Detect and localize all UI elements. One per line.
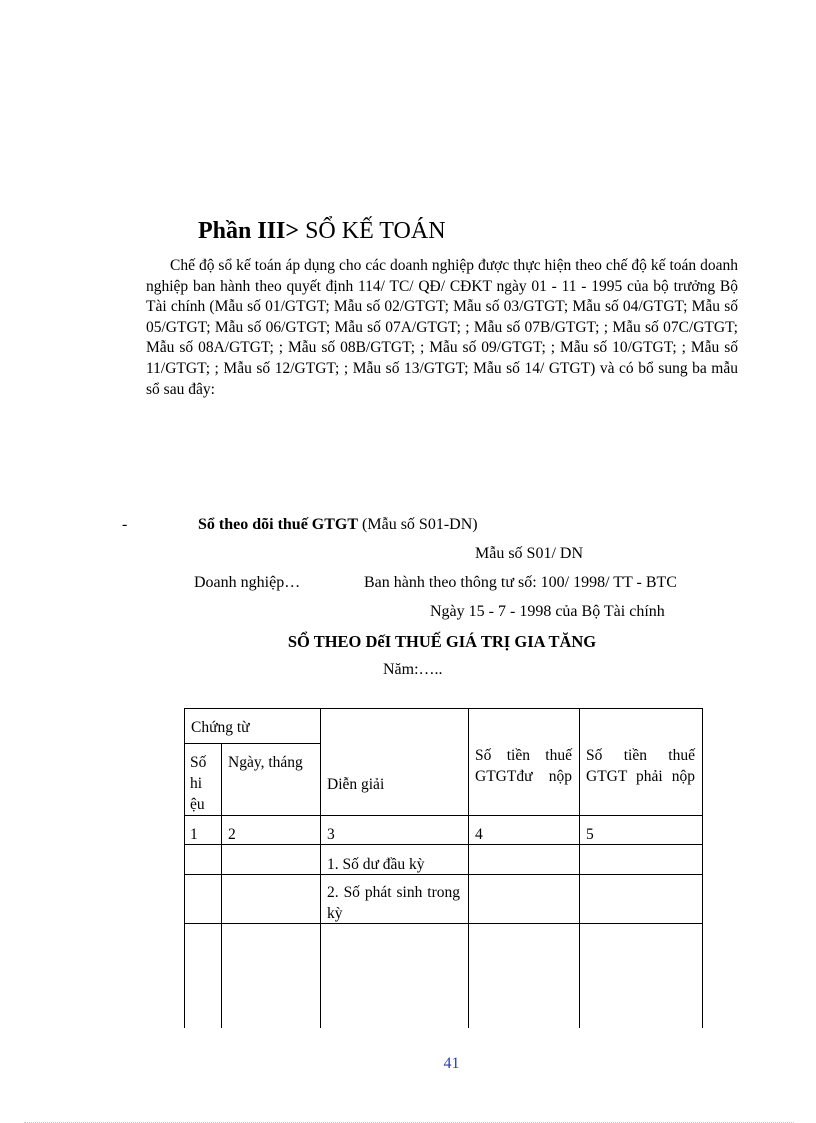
form-number: Mẫu số S01/ DN (475, 545, 584, 562)
col-number-5: 5 (586, 826, 594, 843)
col-number-3: 3 (327, 826, 335, 843)
header-thue-phai-nop: Số tiền thuế GTGT phải nộp (586, 747, 695, 785)
header-chung-tu: Chứng từ (191, 719, 250, 736)
row-opening-balance: 1. Số dư đầu kỳ (327, 856, 425, 873)
header-so-hieu: Số hi ệu (190, 754, 207, 813)
ledger-title: SỔ THEO DếI THUẾ GIÁ TRỊ GIA TĂNG (287, 632, 597, 651)
page-number: 41 (443, 1055, 460, 1072)
intro-paragraph (146, 256, 738, 400)
ledger-year: Năm:….. (383, 661, 443, 678)
part-prefix: Phần III> (198, 218, 300, 244)
header-thue-du-nop: Số tiền thuế GTGTđư nộp (475, 747, 572, 785)
section-heading (198, 516, 478, 534)
col-number-4: 4 (475, 826, 483, 843)
issued-by: Ban hành theo thông tư số: 100/ 1998/ TT - BTC (364, 574, 677, 591)
enterprise-label: Doanh nghiệp… (194, 574, 301, 591)
col-number-2: 2 (228, 826, 236, 843)
col-number-1: 1 (190, 826, 198, 843)
part-title (198, 218, 446, 245)
header-dien-giai: Diễn giải (327, 776, 385, 793)
intro-text: Chế độ sổ kế toán áp dụng cho các doanh nghiệp được thực hiện theo chế độ kế toán doanh nghiệp ban hành theo quyết định 114/ TC/ QĐ/ CĐKT ngày 01 - 11 - 1995 của bộ trưởng Bộ Tài chính (Mẫu số 01/GTGT; Mẫu số 02/GTGT; Mẫu số 03/GTGT; Mẫu số 04/GTGT; Mẫu số 05/GTGT; Mẫu số 06/GTGT; Mẫu số 07A/GTGT; ; Mẫu số 07B/GTGT; ; Mẫu số 07C/GTGT; Mẫu số 08A/GTGT; ; Mẫu số 08B/GTGT; ; Mẫu số 09/GTGT; ; Mẫu số 10/GTGT; ; Mẫu số 11/GTGT; ; Mẫu số 12/GTGT; ; Mẫu số 13/GTGT; Mẫu số 14/ GTGT) và có bổ sung ba mẫu sổ sau đây: (146, 257, 738, 398)
issued-date: Ngày 15 - 7 - 1998 của Bộ Tài chính (430, 603, 665, 620)
section-bullet: - (122, 516, 128, 533)
section-subtitle: (Mẫu số S01-DN) (362, 516, 478, 533)
part-name: SỔ KẾ TOÁN (305, 218, 446, 244)
section-title: Sổ theo dõi thuế GTGT (198, 516, 359, 533)
row-period-activity: 2. Số phát sinh trong kỳ (327, 884, 460, 922)
header-ngay-thang: Ngày, tháng (228, 754, 303, 771)
